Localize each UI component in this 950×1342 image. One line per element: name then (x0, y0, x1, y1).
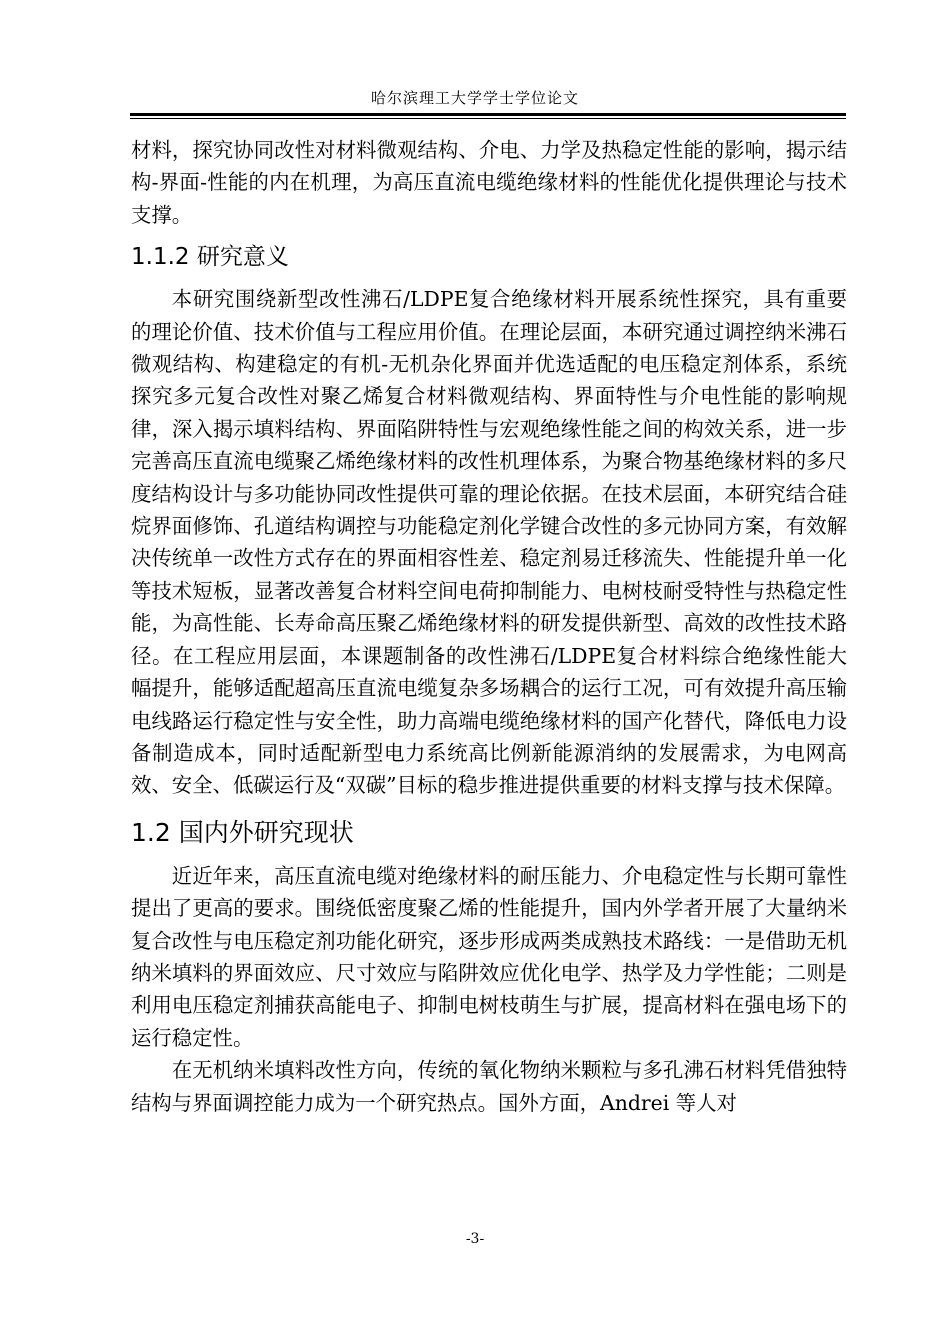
continued-paragraph: 材料，探究协同改性对材料微观结构、介电、力学及热稳定性能的影响，揭示结构-界面-性能的内在机理，为高压直流电缆绝缘材料的性能优化提供理论与技术支撑。 (131, 138, 847, 227)
page-content (131, 134, 847, 1119)
header-rule-thin (130, 118, 846, 119)
research-significance-paragraph: 本研究围绕新型改性沸石/LDPE复合绝缘材料开展系统性探究，具有重要的理论价值、技术价值与工程应用价值。在理论层面，本研究通过调控纳米沸石微观结构、构建稳定的有机-无机杂化界面并优选适配的电压稳定剂体系，系统探究多元复合改性对聚乙烯复合材料微观结构、界面特性与介电性能的影响规律，深入揭示填料结构、界面陷阱特性与宏观绝缘性能之间的构效关系，进一步完善高压直流电缆聚乙烯绝缘材料的改性机理体系，为聚合物基绝缘材料的多尺度结构设计与多功能协同改性提供可靠的理论依据。在技术层面，本研究结合硅烷界面修饰、孔道结构调控与功能稳定剂化学键合改性的多元协同方案，有效解决传统单一改性方式存在的界面相容性差、稳定剂易迁移流失、性能提升单一化等技术短板，显著改善复合材料空间电荷抑制能力、电树枝耐受特性与热稳定性能，为高性能、长寿命高压聚乙烯绝缘材料的研发提供新型、高效的改性技术路径。在工程应用层面，本课题制备的改性沸石/LDPE复合材料综合绝缘性能大幅提升，能够适配超高压直流电缆复杂多场耦合的运行工况，可有效提升高压输电线路运行稳定性与安全性，助力高端电缆绝缘材料的国产化替代，降低电力设备制造成本，同时适配新型电力系统高比例新能源消纳的发展需求，为电网高效、安全、低碳运行及“双碳”目标的稳步推进提供重要的材料支撑与技术保障。 (131, 287, 847, 798)
running-header: 哈尔滨理工大学学士学位论文 (370, 89, 579, 107)
header-rule-thick (130, 113, 846, 116)
research-status-paragraph-2: 在无机纳米填料改性方向，传统的氧化物纳米颗粒与多孔沸石材料凭借独特结构与界面调控能力成为一个研究热点。国外方面，Andrei 等人对 (131, 1058, 847, 1115)
page-number: -3- (465, 1231, 485, 1247)
section-heading-1-2: 1.2 国内外研究现状 (131, 817, 354, 847)
section-heading-1-1-2: 1.1.2 研究意义 (131, 244, 289, 271)
research-status-paragraph-1: 近近年来，高压直流电缆对绝缘材料的耐压能力、介电稳定性与长期可靠性提出了更高的要求。围绕低密度聚乙烯的性能提升，国内外学者开展了大量纳米复合改性与电压稳定剂功能化研究，逐步形成两类成熟技术路线：一是借助无机纳米填料的界面效应、尺寸效应与陷阱效应优化电学、热学及力学性能；二则是利用电压稳定剂捕获高能电子、抑制电树枝萌生与扩展，提高材料在强电场下的运行稳定性。 (131, 863, 847, 1050)
